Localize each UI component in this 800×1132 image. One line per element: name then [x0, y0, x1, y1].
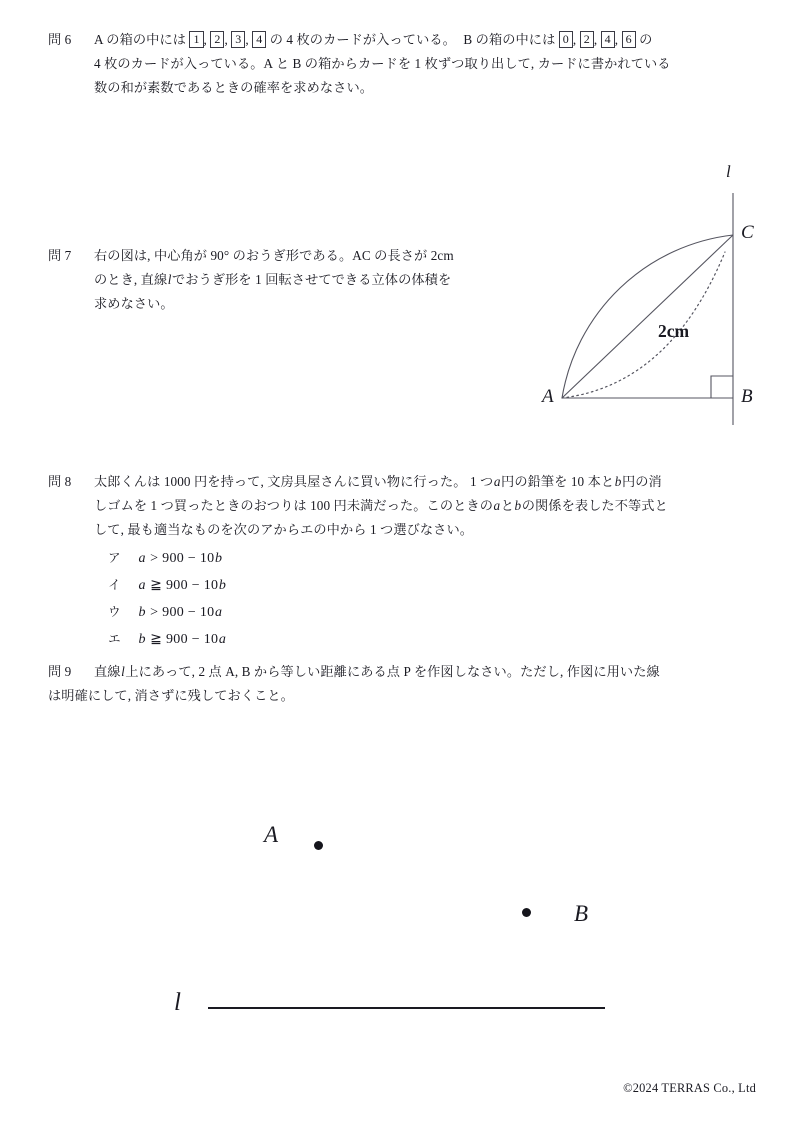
question-9-line-2-wrap	[48, 684, 764, 708]
q6-text-a: A の箱の中には	[94, 32, 187, 47]
question-8-line-2	[94, 494, 760, 518]
comma: ,	[614, 32, 619, 47]
choice-expression	[138, 632, 227, 647]
q7-text-b: でおうぎ形を 1 回転させてできる立体の体積を	[172, 272, 452, 287]
question-7-line-2	[94, 268, 518, 292]
question-9	[48, 660, 764, 708]
question-9-line-1	[94, 660, 764, 684]
choice-option[interactable]	[108, 546, 774, 573]
choice-rhs-var: b	[218, 578, 227, 593]
comma: ,	[593, 32, 598, 47]
point-label-b: B	[741, 386, 753, 407]
choice-coefficient: 10	[203, 632, 219, 647]
segment-ac	[562, 235, 733, 398]
choice-lhs: a	[138, 578, 146, 593]
right-angle-mark	[711, 376, 733, 398]
choice-lhs: b	[138, 605, 146, 620]
axis-label-l: l	[726, 162, 731, 181]
construct-label-a: A	[264, 822, 279, 847]
rotated-arc-dotted	[562, 252, 725, 398]
minus-sign: −	[191, 578, 200, 593]
choice-rhs-var: a	[214, 605, 223, 620]
q6-text-d: の	[639, 32, 653, 47]
choice-constant: 900	[162, 551, 185, 566]
question-6-line-1	[94, 28, 760, 52]
choice-operator: >	[150, 605, 159, 620]
choice-option[interactable]	[108, 600, 774, 627]
question-6-label: 問 6	[48, 32, 72, 47]
var-b: b	[614, 474, 622, 489]
var-a: a	[493, 498, 501, 513]
choice-operator: >	[150, 551, 159, 566]
card-b-2: 2	[580, 31, 594, 48]
copyright-footer: ©2024 TERRAS Co., Ltd	[623, 1081, 756, 1095]
minus-sign: −	[187, 551, 197, 566]
question-7-line-1: 右の図は, 中心角が 90° のおうぎ形である。AC の長さが 2cm	[94, 248, 454, 263]
question-8-line-1	[94, 470, 760, 494]
construct-label-b: B	[574, 901, 589, 926]
choice-lhs: b	[138, 632, 146, 647]
q8-text-d: しゴムを 1 つ買ったときのおつりは 100 円未満だった。このときの	[94, 498, 493, 513]
choice-expression	[138, 605, 223, 620]
choice-key: イ	[108, 578, 121, 592]
question-6-line-3: 数の和が素数であるときの確率を求めなさい。	[94, 80, 374, 95]
choice-lhs: a	[138, 551, 146, 566]
q8-text-f: の関係を表した不等式と	[521, 498, 668, 513]
ell-symbol: l	[121, 664, 125, 679]
card-a-3: 3	[231, 31, 245, 48]
choice-coefficient: 10	[203, 578, 219, 593]
q8-text-b: 円の鉛筆を 10 本と	[501, 474, 615, 489]
q9-text-a: 直線	[94, 664, 121, 679]
choice-constant: 900	[165, 632, 188, 647]
choice-rhs-var: b	[214, 551, 223, 566]
minus-sign: −	[187, 605, 197, 620]
comma: ,	[572, 32, 577, 47]
choice-key: ウ	[108, 605, 121, 619]
question-8-line-3: して, 最も適当なものを次のアからエの中から 1 つ選びなさい。	[94, 522, 474, 537]
choice-expression	[138, 551, 223, 566]
question-7-line-3: 求めなさい。	[94, 296, 174, 311]
choice-coefficient: 10	[199, 605, 215, 620]
choice-option[interactable]	[108, 627, 774, 654]
q6-text-c: B の箱の中には	[463, 32, 556, 47]
q8-text-a: 太郎くんは 1000 円を持って, 文房具屋さんに買い物に行った。 1 つ	[94, 474, 494, 489]
choice-operator: ≧	[150, 578, 163, 593]
card-b-3: 4	[601, 31, 615, 48]
question-9-line-2: は明確にして, 消さずに残しておくこと。	[48, 688, 294, 703]
card-b-1: 0	[559, 31, 573, 48]
choice-expression	[138, 578, 227, 593]
question-7	[48, 244, 518, 316]
card-a-4: 4	[252, 31, 266, 48]
q8-text-e: と	[500, 498, 514, 513]
q9-text-b: 上にあって, 2 点 A, B から等しい距離にある点 P を作図しなさい。ただし, 作図に用いた線	[125, 664, 660, 679]
ell-symbol: l	[167, 272, 172, 287]
question-9-label: 問 9	[48, 664, 72, 679]
q7-text-a: のとき, 直線	[94, 272, 168, 287]
question-7-label: 問 7	[48, 248, 72, 263]
radius-length-label: 2cm	[658, 321, 690, 341]
choice-coefficient: 10	[199, 551, 215, 566]
choice-constant: 900	[162, 605, 185, 620]
q6-text-b: の 4 枚のカードが入っている。	[269, 32, 456, 47]
choice-key: エ	[108, 632, 121, 646]
comma: ,	[224, 32, 228, 47]
question-8-label: 問 8	[48, 474, 72, 489]
point-label-a: A	[542, 386, 554, 407]
construction-line-svg	[150, 790, 670, 1050]
question-8	[48, 470, 760, 650]
choice-constant: 900	[165, 578, 188, 593]
sector-rotation-figure	[520, 160, 790, 430]
choice-rhs-var: a	[218, 632, 227, 647]
card-b-4: 6	[622, 31, 636, 48]
comma: ,	[203, 32, 207, 47]
choice-operator: ≧	[150, 632, 163, 647]
var-a: a	[493, 474, 501, 489]
var-b: b	[514, 498, 522, 513]
q8-text-c: 円の消	[621, 474, 662, 489]
card-a-2: 2	[210, 31, 224, 48]
question-8-choices	[108, 546, 774, 654]
card-a-1: 1	[189, 31, 203, 48]
question-6-line-2: 4 枚のカードが入っている。A と B の箱からカードを 1 枚ずつ取り出して, カードに書かれている	[94, 56, 671, 71]
choice-key: ア	[108, 551, 121, 565]
comma: ,	[245, 32, 249, 47]
construct-label-l: l	[174, 989, 181, 1016]
question-6	[48, 28, 760, 100]
construction-figure	[150, 790, 670, 1050]
choice-option[interactable]	[108, 573, 774, 600]
minus-sign: −	[191, 632, 200, 647]
point-label-c: C	[741, 222, 754, 243]
